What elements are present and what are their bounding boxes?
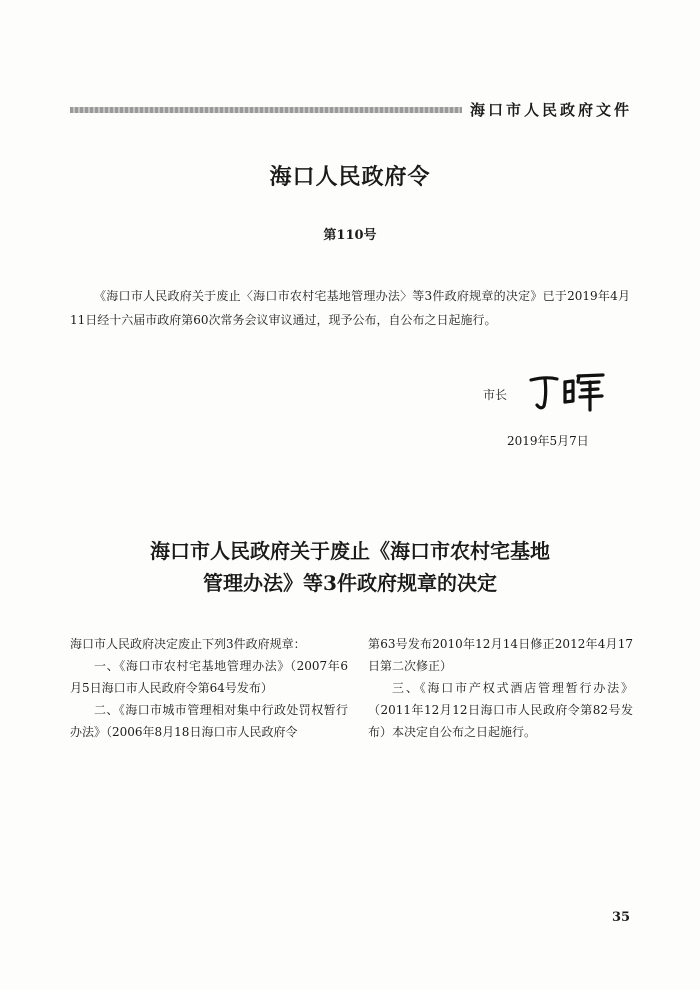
decision-body-right-column bbox=[368, 633, 633, 743]
announcement-paragraph: 《海口市人民政府关于废止〈海口市农村宅基地管理办法〉等3件政府规章的决定》已于2019年4月11日经十六届市政府第60次常务会议审议通过，现予公布，自公布之日起施行。 bbox=[70, 289, 630, 327]
mayor-signature bbox=[527, 368, 607, 414]
decision-item-3: 三、《海口市产权式酒店管理暂行办法》（2011年12月12日海口市人民政府令第82号发布）本决定自公布之日起施行。 bbox=[368, 681, 633, 739]
order-number: 第110号 bbox=[323, 228, 377, 243]
page-number: 35 bbox=[612, 910, 631, 925]
signing-date: 2019年5月7日 bbox=[507, 434, 589, 448]
mayor-title: 市长 bbox=[483, 388, 508, 402]
decision-title-line-1: 海口市人民政府关于废止《海口市农村宅基地 bbox=[150, 539, 550, 563]
header-rule bbox=[70, 107, 462, 113]
decision-body-left-column bbox=[70, 633, 348, 743]
header-title: 海口市人民政府文件 bbox=[470, 101, 633, 119]
decision-item-2-continued: 第63号发布2010年12月14日修正2012年4月17日第二次修正） bbox=[368, 637, 633, 673]
decision-item-2: 二、《海口市城市管理相对集中行政处罚权暂行办法》（2006年8月18日海口市人民政府令 bbox=[70, 703, 348, 739]
order-title: 海口人民政府令 bbox=[269, 164, 431, 190]
decision-intro: 海口市人民政府决定废止下列3件政府规章： bbox=[70, 637, 306, 651]
decision-title bbox=[0, 535, 700, 599]
decision-title-line-2: 管理办法》等3件政府规章的决定 bbox=[203, 571, 497, 595]
decision-item-1: 一、《海口市农村宅基地管理办法》（2007年6月5日海口市人民政府令第64号发布） bbox=[70, 659, 348, 695]
